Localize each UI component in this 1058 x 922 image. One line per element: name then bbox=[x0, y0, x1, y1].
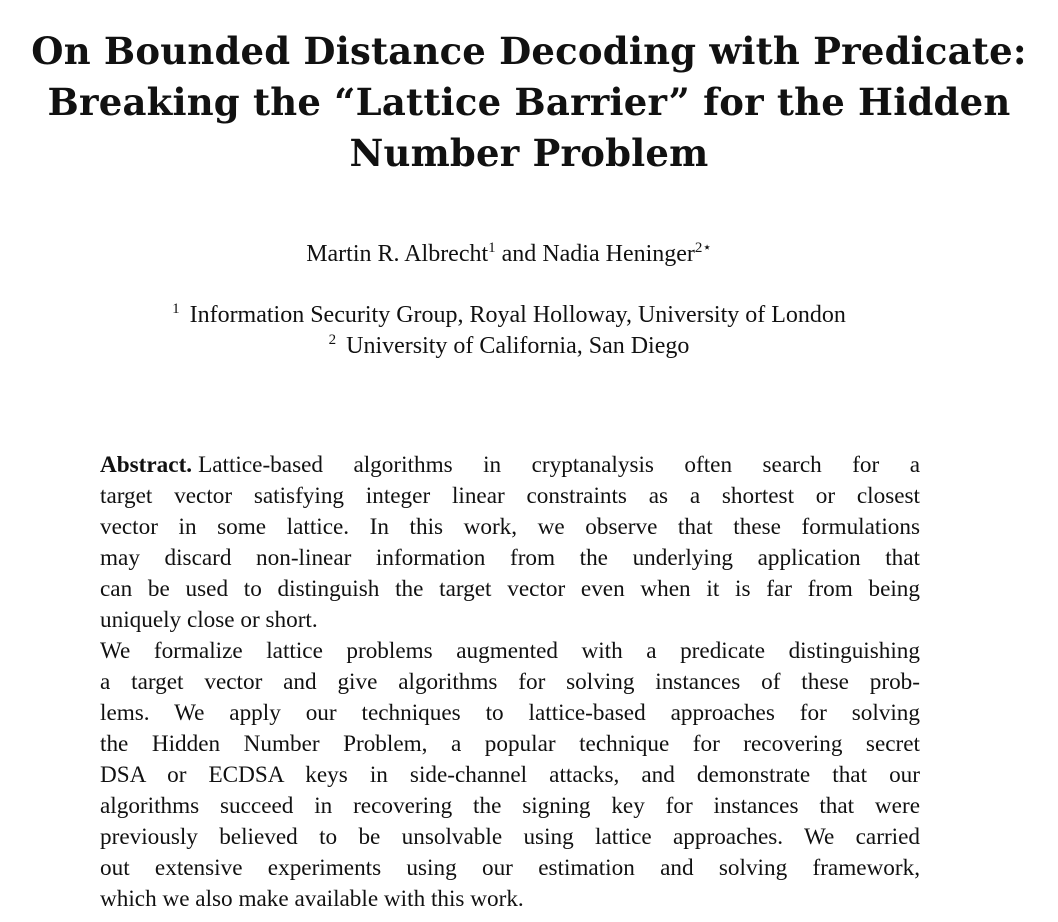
abstract-line: algorithms succeed in recovering the signing key for instances that were bbox=[100, 793, 920, 819]
author-list bbox=[0, 237, 1018, 271]
abstract bbox=[100, 450, 920, 915]
abstract-text: Lattice-based algorithms in cryptanalysis often search for a bbox=[198, 452, 920, 478]
title-line: Number Problem bbox=[349, 131, 709, 175]
affiliation-mark: 2 bbox=[328, 332, 337, 348]
abstract-line bbox=[100, 450, 920, 481]
paper-title bbox=[0, 26, 1058, 179]
title-line: Breaking the “Lattice Barrier” for the Hidden bbox=[47, 80, 1011, 124]
abstract-line: out extensive experiments using our estimation and solving framework, bbox=[100, 855, 920, 881]
abstract-line: We formalize lattice problems augmented with a predicate distinguishing bbox=[100, 638, 920, 664]
affiliation-text: Information Security Group, Royal Holloway, University of London bbox=[189, 302, 846, 328]
affiliation-text: University of California, San Diego bbox=[346, 333, 690, 359]
abstract-line: vector in some lattice. In this work, we observe that these formulations bbox=[100, 514, 920, 540]
abstract-line: a target vector and give algorithms for solving instances of these prob- bbox=[100, 669, 920, 695]
affiliation-mark: 1 bbox=[488, 240, 496, 256]
title-line: On Bounded Distance Decoding with Predicate: bbox=[31, 29, 1027, 73]
abstract-label: Abstract. bbox=[100, 452, 193, 478]
abstract-line: lems. We apply our techniques to lattice-based approaches for solving bbox=[100, 700, 920, 726]
abstract-line: can be used to distinguish the target vector even when it is far from being bbox=[100, 576, 920, 602]
abstract-line: previously believed to be unsolvable using lattice approaches. We carried bbox=[100, 824, 920, 850]
abstract-line: target vector satisfying integer linear constraints as a shortest or closest bbox=[100, 483, 920, 509]
abstract-line: the Hidden Number Problem, a popular technique for recovering secret bbox=[100, 731, 920, 757]
affiliation bbox=[0, 300, 1018, 331]
affiliation bbox=[0, 331, 1018, 362]
affiliation-mark: 2⋆ bbox=[694, 240, 712, 256]
abstract-line: which we also make available with this work. bbox=[100, 886, 524, 912]
abstract-line: DSA or ECDSA keys in side-channel attacks, and demonstrate that our bbox=[100, 762, 920, 788]
author-name: Nadia Heninger bbox=[542, 241, 695, 267]
affiliation-mark: 1 bbox=[172, 301, 180, 317]
abstract-line: may discard non-linear information from the underlying application that bbox=[100, 545, 920, 571]
author-connector: and bbox=[501, 241, 537, 267]
author-name: Martin R. Albrecht bbox=[306, 241, 489, 267]
abstract-line: uniquely close or short. bbox=[100, 607, 318, 633]
